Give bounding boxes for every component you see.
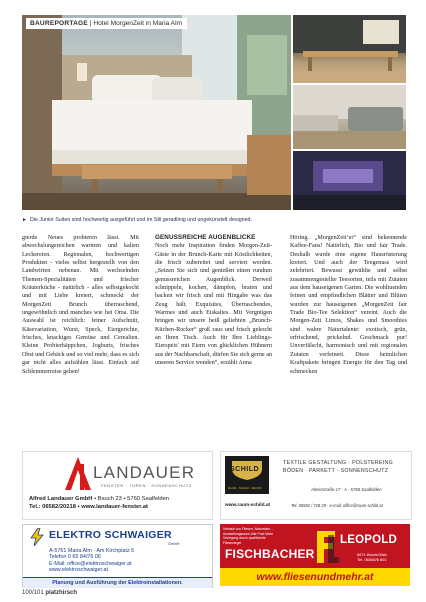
fischbacher-address-block bbox=[357, 552, 388, 562]
article-column-1-text: gierde Neues probieren lässt. Mit abwechslungsreichen warmen und kalten Leckereien. Regionalen, hochwertigen Produkten - vieles selbst hergestellt von den Landwirten nebenan. Mit wechselnden Themen-Spezialitäten und frischer Kräuterküche - natürlich - alles selbstgekocht und mit Liebe kreiert, schmeckt der MorgenZeit Brunch überraschend, ungewöhnlich und manches wie bei Oma. Die Auswahl ist reichlich: feiner Aufschnitt, Käsevariation, Wurst, Speck, Eiergerichte, frisches, knackiges Gemüse und Cerealien. Kleine Probierhäppchen, Joghurts, frisches Obst und Gebäck und so viel mehr, dass es sich gar nicht alles aufzählen lässt. Einfach auf Schlemmerreise gehen! bbox=[22, 235, 139, 375]
landauer-brand: LANDAUER bbox=[93, 463, 196, 482]
photo-caption bbox=[22, 217, 412, 223]
fischbacher-service-item: Ausstellungsraum Alte Post Mahr bbox=[223, 531, 273, 536]
schild-logo bbox=[225, 456, 269, 494]
page-footer bbox=[22, 590, 77, 596]
magazine-name: platzhirsch bbox=[45, 590, 78, 596]
fischbacher-service-list bbox=[223, 527, 303, 545]
fischbacher-brand: FISCHBACHER bbox=[225, 547, 315, 561]
section-heading: GENUSSREICHE AUGENBLICKE bbox=[155, 234, 256, 241]
schild-web[interactable]: www.raum-schild.at bbox=[225, 503, 271, 508]
bedroom-illustration bbox=[22, 15, 291, 210]
landauer-address: • Bsuch 23 • 5760 Saalfelden bbox=[92, 496, 170, 502]
report-tag-label: BAUREPORTAGE bbox=[30, 20, 88, 27]
fischbacher-service-item: Verlegung durch qualifizierte bbox=[223, 536, 266, 541]
article-column-2 bbox=[155, 234, 272, 367]
ad-fischbacher-leopold[interactable] bbox=[220, 524, 410, 586]
elektro-line-2: Telefon 0 65 84/76 06 bbox=[49, 554, 101, 561]
elektro-slogan: Planung und Ausführung der Elektroinstallationen. bbox=[52, 580, 183, 586]
schild-brand: SCHILD bbox=[230, 466, 260, 473]
landauer-company: Alfred Landauer GmbH bbox=[29, 496, 93, 502]
elektro-line-4[interactable]: www.elektroschwaiger.at bbox=[49, 567, 109, 574]
schild-address: Almerstraße 17 · A - 5760 Saalfelden bbox=[311, 487, 382, 492]
sofa-illustration bbox=[293, 85, 406, 149]
sofa-photo bbox=[293, 85, 406, 149]
schild-services-2: BÖDEN · PARKETT · SONNENSCHUTZ bbox=[283, 468, 389, 474]
report-tag-separator: | bbox=[87, 20, 94, 27]
ad-landauer[interactable] bbox=[22, 451, 213, 520]
wellness-photo bbox=[293, 151, 406, 210]
elektro-gmbh: GmbH bbox=[168, 541, 180, 546]
elektro-contact-block bbox=[49, 548, 134, 574]
elektro-line-3[interactable]: E-Mail: office@elektroschwaiger.at bbox=[49, 560, 132, 567]
caption-text: Die Junior Suiten sind hochwertig ausgeführt und im Stil geradlinig und ungekünstelt designed. bbox=[29, 217, 252, 223]
wellness-illustration bbox=[293, 151, 406, 210]
ad-raum-schild[interactable] bbox=[220, 451, 412, 520]
elektro-slogan-bar bbox=[23, 577, 212, 588]
landauer-logo-icon bbox=[63, 456, 93, 492]
elektro-line-1: A-5761 Maria Alm · Am Kirchplatz 5 bbox=[49, 548, 135, 554]
desk-photo bbox=[293, 15, 406, 83]
landauer-tagline: FENSTER · TÜREN · SONNENSCHUTZ bbox=[101, 483, 192, 488]
article-column-3-text: Höring. „MorgenZeit’er“ sind bekennende Kaffee-Fans! Natürlich, Bio und fair Trade. Deshalb wurde eine eigene Hausrösterung kreiert. Und auch der Teegenuss wird zelebriert. Bewusst gewählte und selbst zusammengestellte Teesorten, teils mit Zutaten aus dem hauseigenen Garten. Die wohltuenden feinen und empfindlichen Blätter und Blüten wurden zur hauseigenen „MorgenZeit fair Trade Bio-Tee Selektion“ vereint. Auch die Morgen-Zeit Limos, Shakes und Smoothies sind wahre Naturtalente: exotisch, grün, erfrischend, prickelnd. Geschmack pur! Unverfälscht, harmonisch und mit regionalen Zutaten verfeinert. Diese heimlichen Kraftpakete bringen Energie für den Tag und schmecken bbox=[290, 235, 407, 375]
desk-illustration bbox=[293, 15, 406, 83]
landauer-address-line bbox=[29, 496, 169, 502]
article-column-1 bbox=[22, 234, 139, 376]
caption-triangle-icon: ► bbox=[22, 217, 27, 223]
fischbacher-web[interactable]: www.fliesenundmehr.at bbox=[256, 571, 374, 583]
page-number: 100/101 bbox=[22, 590, 44, 596]
report-tag-subject: Hotel MorgenZeit in Maria Alm bbox=[93, 20, 183, 27]
ad-elektro-schwaiger[interactable] bbox=[22, 524, 213, 588]
article-column-2-text: Noch mehr Inspiration finden Morgen-Zeit-Gäste in der Brunch-Karte mit Köstlichkeiten, die frisch zubereitet und serviert werden. „Setzen Sie sich und genießen einen rundum genussreichen Augenblick. Derweil schnippeln, kochen, dämpfen, braten und backen wir frisch und mit Hingabe was das Zeug hält. Exquisites, Überraschendes, Warmes und auch Eiskaltes. Mit Vergnügen bringen wir unsere heiß geliebten „Brunch-Küchen-Rocker“ groß raus und frisch gekocht an Ihren Tisch. Auch für Ihre Lieblings-Eierspeis' mit Eiern von glücklichen Hühnern aus der Nachbarschaft, dürfen Sie sich gerne an unseren Service wenden“, erzählt Anna bbox=[155, 243, 272, 367]
lightning-bolt-icon bbox=[28, 528, 46, 546]
leopold-brand: LEOPOLD bbox=[340, 534, 397, 546]
fischbacher-tel: Tel. 06545/6 601 bbox=[357, 557, 387, 562]
schild-small-text: RAUM · SCHILD · DECOR bbox=[228, 486, 262, 490]
fischbacher-logo-icon bbox=[313, 529, 339, 565]
elektro-brand: ELEKTRO SCHWAIGER bbox=[49, 529, 172, 541]
fischbacher-service-item: Verkauf von Fliesen, Naturstein ... bbox=[223, 527, 274, 531]
fischbacher-service-item: Fliesenleger bbox=[223, 540, 242, 545]
schild-tel: Tel. 06582 / 728 29 · e-mail: office@raum-schild.at bbox=[291, 503, 383, 508]
article-column-3 bbox=[290, 234, 407, 376]
schild-services-1: TEXTILE GESTALTUNG · POLSTEREING bbox=[283, 460, 394, 466]
hotel-room-photo bbox=[22, 15, 291, 210]
report-tag bbox=[26, 18, 187, 29]
fischbacher-web-bar bbox=[220, 568, 410, 586]
landauer-contact[interactable]: Tel.: 06582/20218 • www.landauer-fenster.at bbox=[29, 504, 148, 510]
fischbacher-address: 5671 Bruck/Glstr. bbox=[357, 552, 388, 557]
